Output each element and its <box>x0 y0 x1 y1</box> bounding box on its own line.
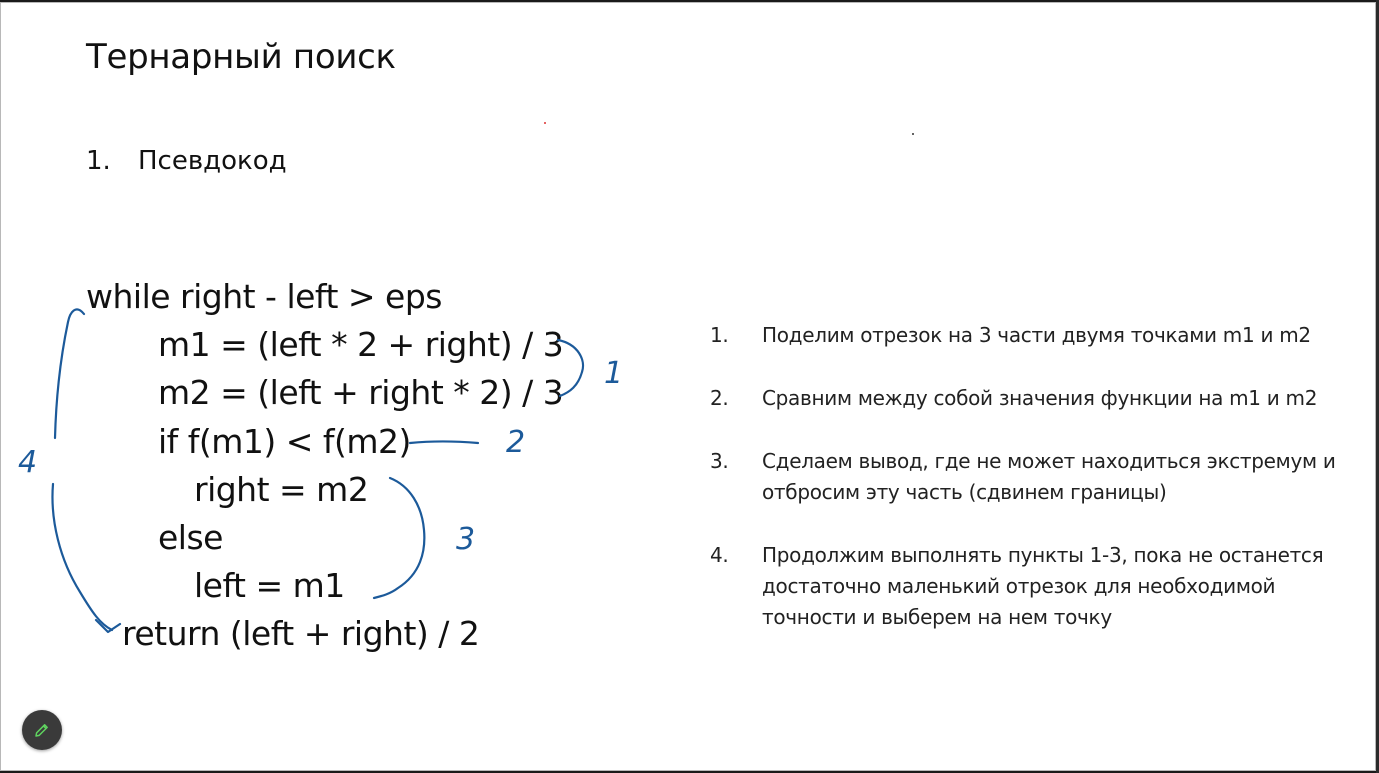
step-text: Сделаем вывод, где не может находиться экстремум и отбросим эту часть (сдвинем границы) <box>762 449 1336 504</box>
pseudocode-block <box>86 273 563 659</box>
pencil-icon <box>33 721 51 739</box>
code-line: right = m2 <box>194 469 369 509</box>
step-number: 4. <box>710 543 729 567</box>
section-heading <box>86 146 287 176</box>
step-text: Поделим отрезок на 3 части двумя точками m1 и m2 <box>762 323 1311 347</box>
step-text: Продолжим выполнять пункты 1-3, пока не останется достаточно маленький отрезок для необходимой точности и выберем на нем точку <box>762 543 1324 629</box>
slide <box>0 2 1376 771</box>
section-label: Псевдокод <box>138 146 287 176</box>
code-line: m1 = (left * 2 + right) / 3 <box>158 325 564 365</box>
steps-list <box>710 320 1350 665</box>
list-item <box>710 383 1350 414</box>
code-line: else <box>158 517 223 557</box>
code-line: m2 = (left + right * 2) / 3 <box>158 373 564 413</box>
ink-dot-dark <box>912 133 914 135</box>
ink-dot-red <box>544 122 546 124</box>
annotation-mark-2: 2 <box>506 425 526 460</box>
annotation-mark-3: 3 <box>456 522 476 557</box>
annotation-mark-4: 4 <box>18 445 38 480</box>
step-number: 2. <box>710 386 729 410</box>
step-number: 1. <box>710 323 729 347</box>
code-line: if f(m1) < f(m2) <box>158 421 411 461</box>
code-line: return (left + right) / 2 <box>122 614 480 654</box>
code-line: left = m1 <box>194 566 345 606</box>
step-number: 3. <box>710 449 729 473</box>
code-line: while right - left > eps <box>86 277 442 316</box>
step-text: Сравним между собой значения функции на m1 и m2 <box>762 386 1318 410</box>
list-item <box>710 446 1350 508</box>
section-number: 1. <box>86 146 111 176</box>
pen-tool-button[interactable] <box>22 710 62 750</box>
slide-title: Тернарный поиск <box>86 37 396 77</box>
annotation-mark-1: 1 <box>604 356 624 391</box>
list-item <box>710 540 1350 633</box>
list-item <box>710 320 1350 351</box>
